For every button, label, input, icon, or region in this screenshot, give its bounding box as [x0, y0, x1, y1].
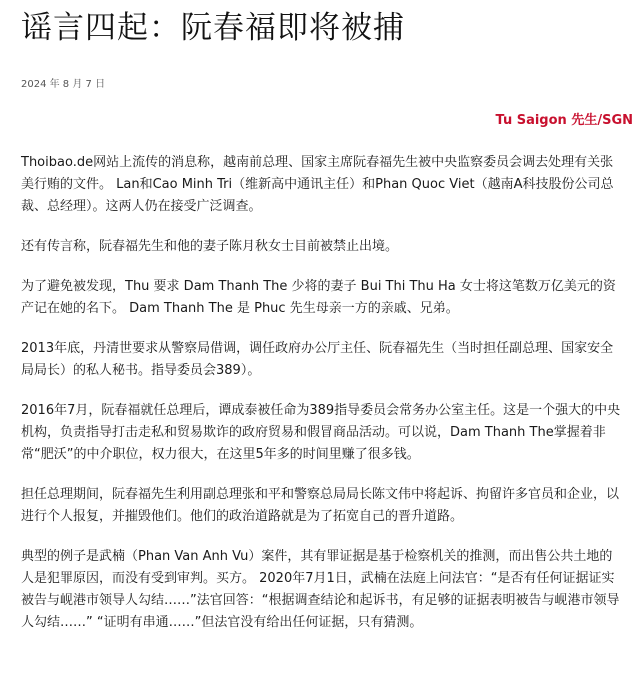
paragraph: Thoibao.de网站上流传的消息称，越南前总理、国家主席阮春福先生被中央监察委员会调去处理有关张美行贿的文件。 Lan和Cao Minh Tri（维新高中通讯主任）和Phan Quoc Viet（越南A科技股份公司总裁、总经理）。这两人仍在接受广泛调查。: [21, 155, 614, 214]
paragraph: 为了避免被发现，Thu 要求 Dam Thanh The 少将的妻子 Bui Thi Thu Ha 女士将这笔数万亿美元的资产记在她的名下。 Dam Thanh The 是 Phuc 先生母亲一方的亲戚、兄弟。: [21, 279, 616, 316]
article-body: [21, 152, 621, 652]
article-title: 谣言四起：阮春福即将被捕: [21, 10, 405, 46]
publish-date: 2024 年 8 月 7 日: [21, 79, 106, 90]
author-byline[interactable]: Tu Saigon 先生/SGN: [495, 113, 633, 128]
paragraph: 典型的例子是武楠（Phan Van Anh Vu）案件，其有罪证据是基于检察机关的推测，而出售公共土地的人是犯罪原因，而没有受到审判。买方。 2020年7月1日，武楠在法庭上问法官：“是否有任何证据证实被告与岘港市领导人勾结……”法官回答：“根据调查结论和起诉书，有足够的证据表明被告与岘港市领导人勾结……” “证明有串通……”但法官没有给出任何证据，只有猜测。: [21, 549, 620, 630]
paragraph: 担任总理期间，阮春福先生利用副总理张和平和警察总局局长陈文伟中将起诉、拘留许多官员和企业，以进行个人报复，并摧毁他们。他们的政治道路就是为了拓宽自己的晋升道路。: [21, 487, 620, 524]
paragraph: 2016年7月，阮春福就任总理后，谭成泰被任命为389指导委员会常务办公室主任。这是一个强大的中央机构，负责指导打击走私和贸易欺诈的政府贸易和假冒商品活动。可以说，Dam Thanh The掌握着非常“肥沃”的中介职位，权力很大，在这里5年多的时间里赚了很多钱。: [21, 403, 621, 462]
paragraph: 还有传言称，阮春福先生和他的妻子陈月秋女士目前被禁止出境。: [21, 239, 399, 254]
paragraph: 2013年底，丹清世要求从警察局借调，调任政府办公厅主任、阮春福先生（当时担任副总理、国家安全局局长）的私人秘书。指导委员会389）。: [21, 341, 614, 378]
